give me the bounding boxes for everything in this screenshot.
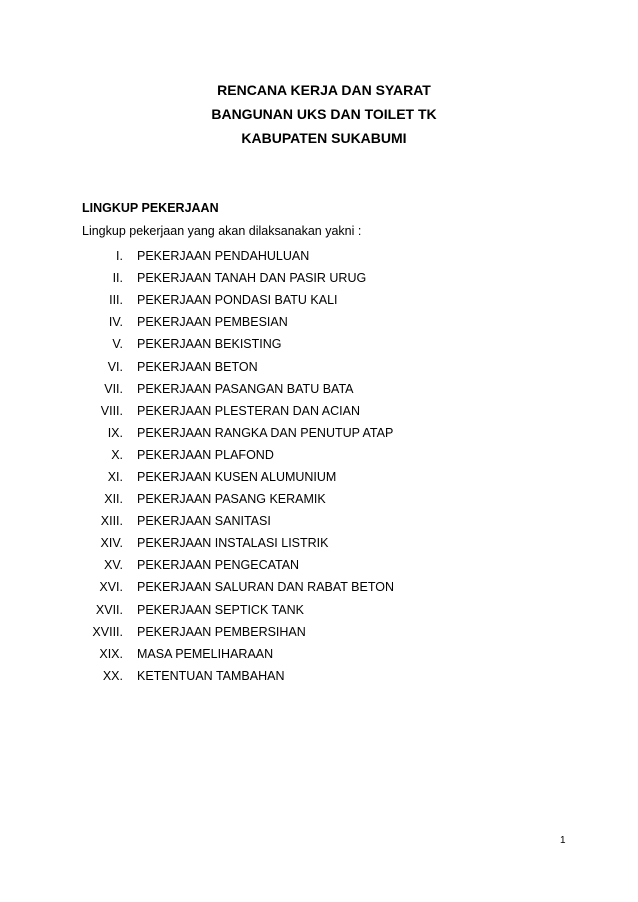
- list-item: [82, 576, 394, 598]
- list-item-text: PEKERJAAN PENGECATAN: [137, 558, 300, 573]
- document-title: [0, 78, 638, 150]
- list-item-text: PEKERJAAN SANITASI: [137, 514, 271, 529]
- list-item: [82, 466, 394, 488]
- list-item: [82, 355, 394, 377]
- list-item-number: XVIII.: [92, 624, 123, 639]
- list-item: [82, 510, 394, 532]
- list-item-number: XVI.: [99, 580, 123, 595]
- list-item-number: III.: [109, 293, 123, 308]
- list-item-text: PEKERJAAN PEMBESIAN: [137, 315, 288, 330]
- title-line-2: BANGUNAN UKS DAN TOILET TK: [211, 106, 437, 122]
- title-line-3: KABUPATEN SUKABUMI: [241, 130, 407, 146]
- list-item-number: VI.: [107, 359, 123, 374]
- list-item-number: VII.: [104, 381, 123, 396]
- list-item-text: PEKERJAAN PASANGAN BATU BATA: [137, 381, 354, 396]
- list-item-number: IX.: [107, 425, 123, 440]
- list-item-text: PEKERJAAN BEKISTING: [137, 337, 282, 352]
- list-item: [82, 554, 394, 576]
- list-item: [82, 665, 394, 687]
- list-item-text: PEKERJAAN SALURAN DAN RABAT BETON: [137, 580, 395, 595]
- section-heading: LINGKUP PEKERJAAN: [82, 201, 219, 215]
- list-item-text: PEKERJAAN TANAH DAN PASIR URUG: [137, 271, 367, 286]
- list-item-number: XII.: [104, 492, 123, 507]
- list-item: [82, 599, 394, 621]
- list-item-text: PEKERJAAN PENDAHULUAN: [137, 249, 310, 264]
- list-item: [82, 532, 394, 554]
- list-item-text: PEKERJAAN RANGKA DAN PENUTUP ATAP: [137, 425, 394, 440]
- list-item-text: PEKERJAAN BETON: [137, 359, 258, 374]
- list-item-text: PEKERJAAN PLESTERAN DAN ACIAN: [137, 403, 360, 418]
- list-item-text: PEKERJAAN PONDASI BATU KALI: [137, 293, 338, 308]
- list-item-text: MASA PEMELIHARAAN: [137, 646, 274, 661]
- list-item-text: PEKERJAAN PEMBERSIHAN: [137, 624, 306, 639]
- list-item-text: PEKERJAAN KUSEN ALUMUNIUM: [137, 469, 337, 484]
- list-item-number: I.: [116, 249, 123, 264]
- list-item-text: PEKERJAAN INSTALASI LISTRIK: [137, 536, 329, 551]
- list-item-text: PEKERJAAN PASANG KERAMIK: [137, 492, 326, 507]
- list-item-number: XV.: [103, 558, 123, 573]
- list-item: [82, 643, 394, 665]
- list-item: [82, 311, 394, 333]
- list-item-number: XIII.: [100, 514, 123, 529]
- list-item-number: IV.: [108, 315, 123, 330]
- list-item-number: X.: [111, 447, 123, 462]
- list-item-number: VIII.: [100, 403, 123, 418]
- list-item: [82, 488, 394, 510]
- page-number: 1: [560, 835, 566, 846]
- list-item: [82, 400, 394, 422]
- list-item-text: PEKERJAAN SEPTICK TANK: [137, 602, 304, 617]
- list-item: [82, 267, 394, 289]
- section-intro: Lingkup pekerjaan yang akan dilaksanakan yakni :: [82, 224, 362, 238]
- list-item: [82, 444, 394, 466]
- list-item-number: V.: [112, 337, 123, 352]
- list-item: [82, 245, 394, 267]
- list-item-number: XI.: [107, 469, 123, 484]
- list-item-number: XIX.: [99, 646, 123, 661]
- list-item: [82, 333, 394, 355]
- list-item-number: II.: [112, 271, 123, 286]
- list-item-number: XVII.: [95, 602, 123, 617]
- list-item-number: XIV.: [100, 536, 123, 551]
- work-scope-list: [82, 245, 394, 687]
- list-item-text: KETENTUAN TAMBAHAN: [137, 668, 285, 683]
- list-item: [82, 289, 394, 311]
- list-item: [82, 621, 394, 643]
- list-item: [82, 422, 394, 444]
- list-item-text: PEKERJAAN PLAFOND: [137, 447, 274, 462]
- list-item: [82, 378, 394, 400]
- title-line-1: RENCANA KERJA DAN SYARAT: [217, 82, 431, 98]
- list-item-number: XX.: [102, 668, 123, 683]
